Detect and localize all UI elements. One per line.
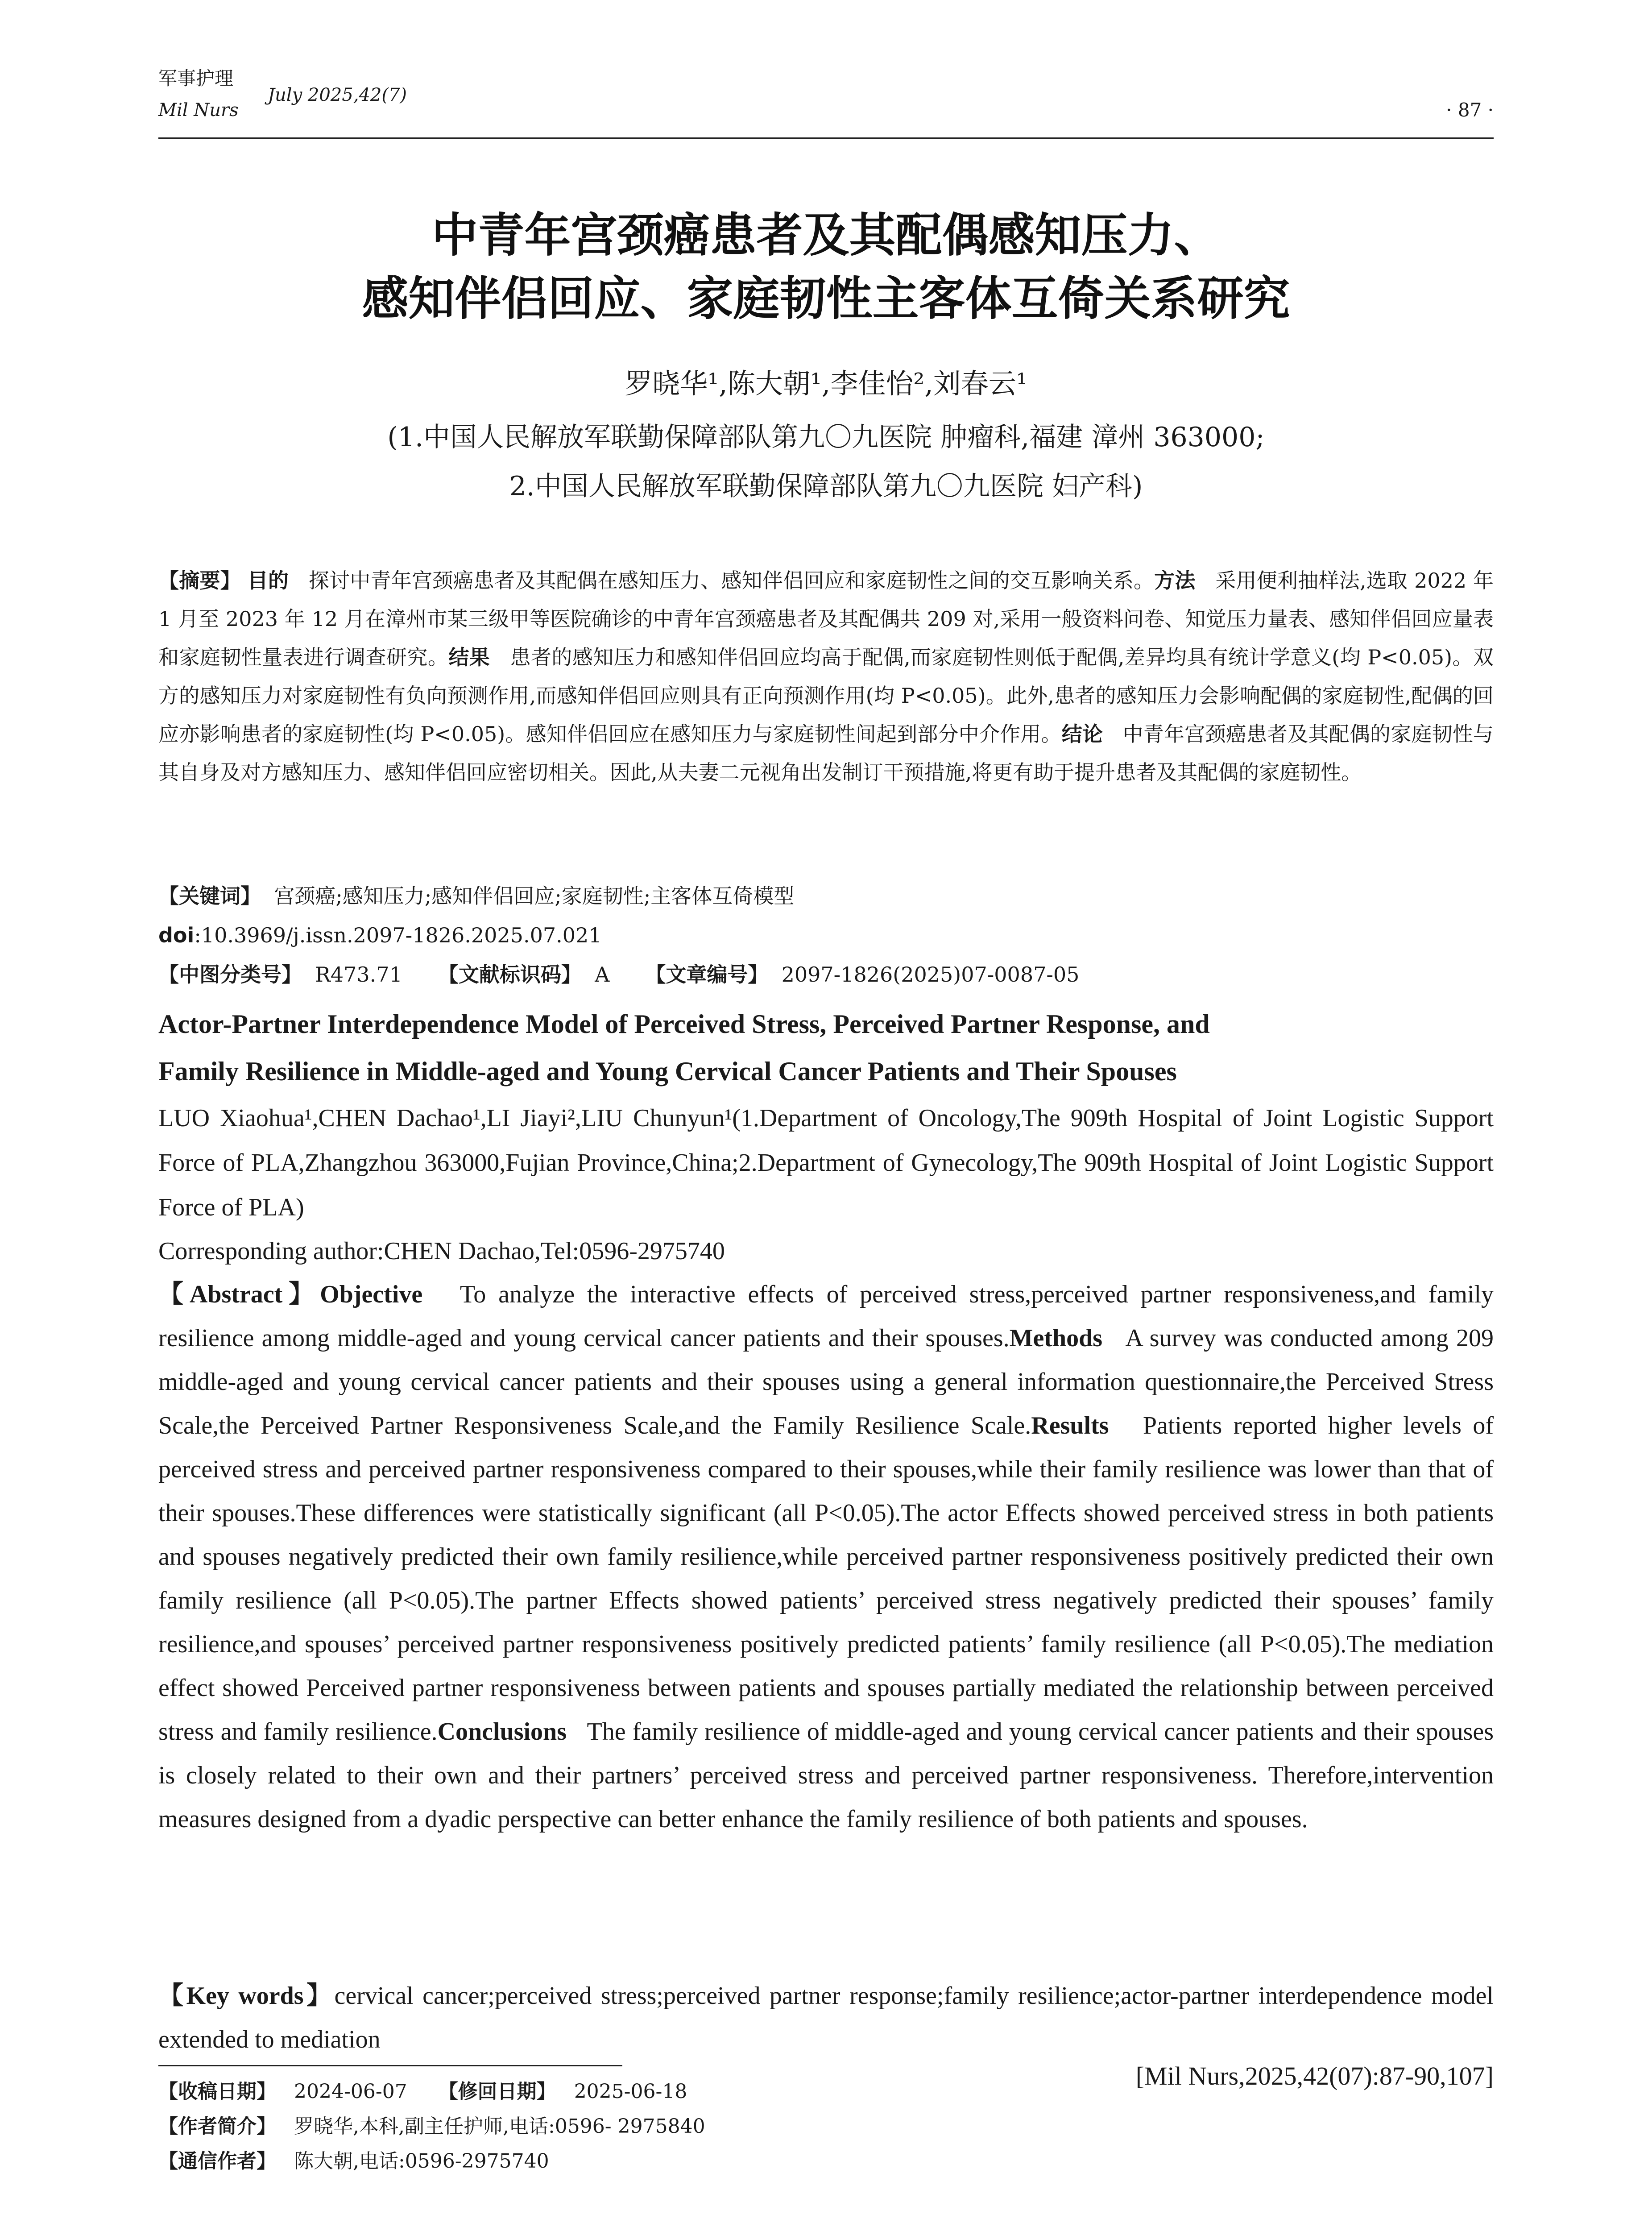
conclusion-cn-text: 中青年宫颈癌患者及其配偶的家庭韧性与其自身及对方感知压力、感知伴侣回应密切相关。因此,从夫妻二元视角出发制订干预措施,将更有助于提升患者及其配偶的家庭韧性。 — [158, 722, 1494, 784]
footnote-corresponding — [158, 2149, 549, 2174]
keywords-en-value: cervical cancer;perceived stress;perceived partner response;family resilience;actor-partner interdependence model extended to mediation — [158, 1982, 1494, 2053]
keywords-cn — [158, 883, 1494, 909]
english-title-line-2: Family Resilience in Middle-aged and Young Cervical Cancer Patients and Their Spouses — [158, 1057, 1177, 1086]
footnote-dates — [158, 2079, 687, 2104]
revised-date: 2025-06-18 — [574, 2080, 687, 2103]
received-label: 【收稿日期】 — [158, 2080, 276, 2103]
corresponding-author-en: Corresponding author:CHEN Dachao,Tel:0596-2975740 — [158, 1237, 725, 1265]
article-title-line-2: 感知伴侣回应、家庭韧性主客体互倚关系研究 — [362, 271, 1290, 326]
results-cn-label: 结果 — [448, 645, 490, 669]
keywords-en — [158, 1974, 1494, 2061]
results-cn-text: 患者的感知压力和感知伴侣回应均高于配偶,而家庭韧性则低于配偶,差异均具有统计学意义(均 P<0.05)。双方的感知压力对家庭韧性有负向预测作用,而感知伴侣回应则具有正向预测作用(均 P<0.05)。此外,患者的感知压力会影响配偶的家庭韧性,配偶的回应亦影响患者的家庭韧性(均 P<0.05)。感知伴侣回应在感知压力与家庭韧性间起到部分中介作用。 — [158, 645, 1494, 746]
bio-text: 罗晓华,本科,副主任护师,电话:0596- 2975840 — [294, 2115, 705, 2138]
page-number: · 87 · — [1446, 99, 1494, 121]
revised-label: 【修回日期】 — [438, 2080, 556, 2103]
objective-en-text: To analyze the interactive effects of perceived stress,perceived partner responsiveness,and family resilience among middle-aged and young cervical cancer patients and their spouses. — [158, 1281, 1494, 1352]
methods-cn-label: 方法 — [1154, 568, 1196, 593]
journal-issue: July 2025,42(7) — [268, 85, 407, 105]
authors-en: LUO Xiaohua¹,CHEN Dachao¹,LI Jiayi²,LIU Chunyun¹(1.Department of Oncology,The 909th Hospital of Joint Logistic Support Force of PLA,Zhangzhou 363000,Fujian Province,China;2.Department of Gynecology,The 909th Hospital of Joint Logistic Support Force of PLA) — [158, 1104, 1494, 1221]
abstract-cn — [158, 561, 1494, 792]
footnote-rule — [158, 2065, 622, 2066]
objective-cn-text: 探讨中青年宫颈癌患者及其配偶在感知压力、感知伴侣回应和家庭韧性之间的交互影响关系。 — [308, 568, 1155, 593]
affiliation-cn-line-1: (1.中国人民解放军联勤保障部队第九〇九医院 肿瘤科,福建 漳州 363000; — [387, 422, 1265, 453]
conclusions-en-label: Conclusions — [437, 1718, 567, 1746]
conclusions-en-text: The family resilience of middle-aged and young cervical cancer patients and their spouses is closely related to their own and their partners’ perceived stress and perceived partner responsiveness. Therefore,intervention measures designed from a dyadic perspective can better enhance the family resilience of both patients and spouses. — [158, 1718, 1494, 1833]
methods-cn-text: 采用便利抽样法,选取 2022 年 1 月至 2023 年 12 月在漳州市某三级甲等医院确诊的中青年宫颈癌患者及其配偶共 209 对,采用一般资料问卷、知觉压力量表、感知伴侣回应量表和家庭韧性量表进行调查研究。 — [158, 568, 1494, 669]
header-rule — [158, 137, 1494, 139]
doc-code-value: A — [595, 962, 610, 987]
bio-label: 【作者简介】 — [158, 2115, 276, 2138]
classification-line — [158, 961, 1494, 988]
keywords-cn-value: 宫颈癌;感知压力;感知伴侣回应;家庭韧性;主客体互倚模型 — [274, 884, 795, 908]
conclusion-cn-label: 结论 — [1061, 722, 1103, 746]
clc-label: 【中图分类号】 — [158, 962, 302, 987]
authors-cn: 罗晓华¹,陈大朝¹,李佳怡²,刘春云¹ — [625, 367, 1027, 400]
article-title-line-1: 中青年宫颈癌患者及其配偶感知压力、 — [431, 208, 1221, 262]
journal-name-cn: 军事护理 — [158, 67, 234, 89]
methods-en-text: A survey was conducted among 209 middle-aged and young cervical cancer patients and their spouses using a general information questionnaire,the Perceived Stress Scale,the Perceived Partner Responsiveness Scale,and the Family Resilience Scale. — [158, 1324, 1494, 1439]
article-number-label: 【文章编号】 — [645, 962, 769, 987]
article-number-value: 2097-1826(2025)07-0087-05 — [781, 962, 1080, 987]
corr-text: 陈大朝,电话:0596-2975740 — [294, 2150, 549, 2173]
doi-value: :10.3969/j.issn.2097-1826.2025.07.021 — [194, 923, 602, 947]
footnote-author-bio — [158, 2114, 705, 2139]
keywords-cn-label: 【关键词】 — [158, 884, 261, 908]
keywords-en-label: 【Key words】 — [158, 1982, 335, 2010]
english-title-line-1: Actor-Partner Interdependence Model of Perceived Stress, Perceived Partner Response, and — [158, 1009, 1210, 1039]
abstract-en-label: 【Abstract】 — [158, 1281, 320, 1308]
journal-name-en: Mil Nurs — [158, 100, 239, 120]
methods-en-label: Methods — [1009, 1324, 1103, 1352]
doc-code-label: 【文献标识码】 — [438, 962, 582, 987]
results-en-label: Results — [1031, 1412, 1109, 1439]
objective-en-label: Objective — [320, 1281, 423, 1308]
abstract-cn-label: 【摘要】 — [158, 568, 241, 593]
abstract-en — [158, 1273, 1494, 1841]
citation: [Mil Nurs,2025,42(07):87-90,107] — [1135, 2061, 1494, 2090]
corr-label: 【通信作者】 — [158, 2150, 276, 2173]
results-en-text: Patients reported higher levels of perceived stress and perceived partner responsiveness compared to their spouses,while their family resilience was lower than that of their spouses.These differences were statistically significant (all P<0.05).The actor Effects showed perceived stress in both patients and spouses negatively predicted their own family resilience,while perceived partner responsiveness positively predicted their own family resilience (all P<0.05).The partner Effects showed patients’ perceived stress negatively predicted their spouses’ family resilience,and spouses’ perceived partner responsiveness positively predicted patients’ family resilience (all P<0.05).The mediation effect showed Perceived partner responsiveness between patients and spouses partially mediated the relationship between perceived stress and family resilience. — [158, 1412, 1494, 1746]
received-date: 2024-06-07 — [294, 2080, 407, 2103]
objective-cn-label: 目的 — [247, 568, 289, 593]
doi-label: doi — [158, 923, 195, 947]
affiliation-cn-line-2: 2.中国人民解放军联勤保障部队第九〇九医院 妇产科) — [509, 471, 1143, 502]
doi — [158, 922, 1494, 949]
clc-value: R473.71 — [315, 962, 402, 987]
